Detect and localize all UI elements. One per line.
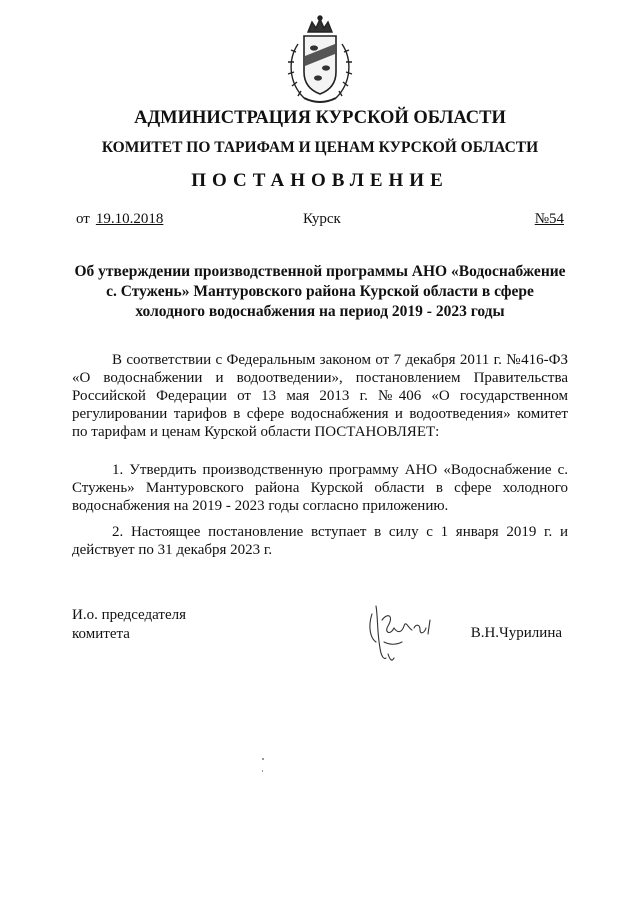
committee-title: КОМИТЕТ ПО ТАРИФАМ И ЦЕНАМ КУРСКОЙ ОБЛАСТИ [101,139,539,156]
signatory-title [72,606,186,644]
date-prefix: от [76,211,90,227]
document-number: №54 [534,211,564,227]
item-2-text: 2. Настоящее постановление вступает в силу с 1 января 2019 г. и действует по 31 декабря 2023 г. [72,524,568,558]
document-type-title: ПОСТАНОВЛЕНИЕ [191,170,449,191]
body-paragraph-item-2 [72,523,568,559]
signatory-title-line-1: И.о. председателя [72,607,187,623]
signatory-title-line-2: комитета [72,626,130,642]
item-1-text: 1. Утвердить производственную программу АНО «Водоснабжение с. Стужень» Мантуровского района Курской области в сфере холодного водоснабжения на 2019 - 2023 годы согласно приложению. [72,462,568,514]
coat-of-arms-icon [282,14,358,108]
handwritten-signature [358,598,458,664]
document-date [76,211,163,228]
body-paragraph-preamble [72,351,568,441]
scan-speck [262,770,263,772]
document-city: Курск [303,211,341,227]
date-value: 19.10.2018 [95,211,164,227]
body-paragraph-item-1 [72,461,568,515]
preamble-text: В соответствии с Федеральным законом от 7 декабря 2011 г. №416-ФЗ «О водоснабжении и водоотведении», постановлением Правительства Российской Федерации от 13 мая 2013 г. №406 «О государственном регулировании тарифов в сфере водоснабжения и водоотведения» комитет по тарифам и ценам Курской области ПОСТАНОВЛЯЕТ: [72,352,568,440]
signatory-name: В.Н.Чурилина [470,625,562,641]
document-subject: Об утверждении производственной программы АНО «Водоснабжение с. Стужень» Мантуровского района Курской области в сфере холодного водоснабжения на период 2019 - 2023 годы [74,263,566,320]
scan-speck [262,758,264,760]
administration-title: АДМИНИСТРАЦИЯ КУРСКОЙ ОБЛАСТИ [134,108,506,128]
